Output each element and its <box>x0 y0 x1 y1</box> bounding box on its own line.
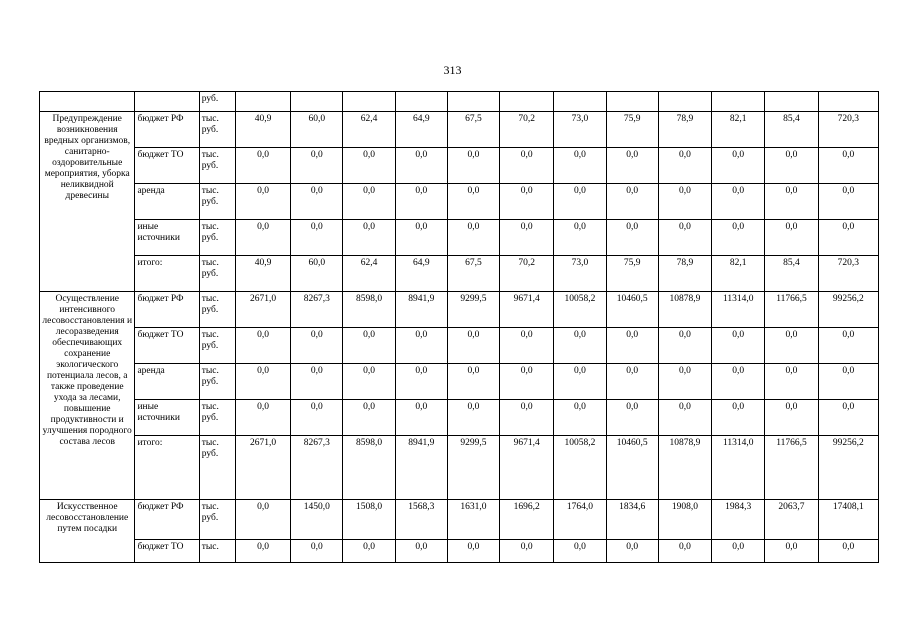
value-cell: 82,1 <box>712 256 765 292</box>
value-cell: 0,0 <box>343 220 395 256</box>
value-cell: 0,0 <box>658 220 711 256</box>
value-cell: 0,0 <box>500 364 554 400</box>
value-cell: 62,4 <box>343 256 395 292</box>
value-cell: 720,3 <box>818 256 878 292</box>
value-cell: 8267,3 <box>291 436 343 500</box>
value-cell: 0,0 <box>712 148 765 184</box>
value-cell: 85,4 <box>765 256 818 292</box>
value-cell: 0,0 <box>658 400 711 436</box>
value-cell: 0,0 <box>606 148 658 184</box>
value-cell: 11314,0 <box>712 292 765 328</box>
value-cell: 0,0 <box>291 540 343 563</box>
value-cell: 0,0 <box>235 364 290 400</box>
value-cell: 0,0 <box>765 184 818 220</box>
value-cell: 67,5 <box>447 256 499 292</box>
value-cell: 78,9 <box>658 112 711 148</box>
value-cell: 9671,4 <box>500 436 554 500</box>
table-row-continued <box>40 92 879 112</box>
value-cell: 8598,0 <box>343 436 395 500</box>
value-cell: 8941,9 <box>395 292 447 328</box>
table-row <box>40 148 879 184</box>
table-row <box>40 184 879 220</box>
value-cell: 0,0 <box>765 540 818 563</box>
value-cell: 0,0 <box>291 148 343 184</box>
funding-source-cell: бюджет ТО <box>135 540 199 563</box>
value-cell: 75,9 <box>606 256 658 292</box>
value-cell: 0,0 <box>500 220 554 256</box>
value-cell: 0,0 <box>554 364 606 400</box>
value-cell: 0,0 <box>554 400 606 436</box>
value-cell: 0,0 <box>291 364 343 400</box>
value-cell: 0,0 <box>343 184 395 220</box>
value-cell: 0,0 <box>554 540 606 563</box>
value-cell: 0,0 <box>658 184 711 220</box>
value-cell: 0,0 <box>658 540 711 563</box>
value-cell: 0,0 <box>658 328 711 364</box>
funding-source-cell: бюджет ТО <box>135 148 199 184</box>
activity-cell: Осуществление интенсивного лесовосстановления и лесоразведения обеспечивающих сохранение экологического потенциала лесов, а также проведение ухода за лесами, повышение продуктивности и улучшения породного состава лесов <box>40 292 135 500</box>
value-cell: 75,9 <box>606 112 658 148</box>
value-cell <box>395 92 447 112</box>
budget-table-body <box>40 92 879 563</box>
value-cell: 0,0 <box>343 328 395 364</box>
funding-source-cell: иные источники <box>135 220 199 256</box>
value-cell: 0,0 <box>765 148 818 184</box>
value-cell: 0,0 <box>235 400 290 436</box>
value-cell: 0,0 <box>765 328 818 364</box>
unit-cell: тыс. руб. <box>199 148 235 184</box>
value-cell: 0,0 <box>500 328 554 364</box>
value-cell: 0,0 <box>818 184 878 220</box>
value-cell: 0,0 <box>447 540 499 563</box>
value-cell: 67,5 <box>447 112 499 148</box>
value-cell <box>343 92 395 112</box>
value-cell: 11314,0 <box>712 436 765 500</box>
value-cell: 0,0 <box>554 220 606 256</box>
budget-table <box>39 91 879 563</box>
value-cell: 1908,0 <box>658 500 711 540</box>
value-cell: 99256,2 <box>818 292 878 328</box>
value-cell: 40,9 <box>235 256 290 292</box>
value-cell: 8598,0 <box>343 292 395 328</box>
value-cell: 2671,0 <box>235 292 290 328</box>
value-cell: 64,9 <box>395 112 447 148</box>
value-cell: 0,0 <box>818 364 878 400</box>
value-cell: 0,0 <box>606 400 658 436</box>
value-cell: 0,0 <box>765 220 818 256</box>
unit-cell: тыс. руб. <box>199 112 235 148</box>
value-cell <box>235 92 290 112</box>
value-cell <box>818 92 878 112</box>
value-cell: 0,0 <box>712 328 765 364</box>
value-cell: 0,0 <box>500 184 554 220</box>
value-cell: 0,0 <box>291 184 343 220</box>
table-row <box>40 500 879 540</box>
value-cell: 0,0 <box>712 400 765 436</box>
value-cell: 62,4 <box>343 112 395 148</box>
unit-cell: тыс. руб. <box>199 364 235 400</box>
value-cell: 10878,9 <box>658 436 711 500</box>
value-cell: 1834,6 <box>606 500 658 540</box>
value-cell: 0,0 <box>395 400 447 436</box>
value-cell: 0,0 <box>235 328 290 364</box>
value-cell: 0,0 <box>235 220 290 256</box>
value-cell: 720,3 <box>818 112 878 148</box>
value-cell: 10058,2 <box>554 292 606 328</box>
source-cell <box>135 92 199 112</box>
value-cell: 11766,5 <box>765 436 818 500</box>
value-cell: 1450,0 <box>291 500 343 540</box>
value-cell: 0,0 <box>447 184 499 220</box>
value-cell: 85,4 <box>765 112 818 148</box>
value-cell: 8941,9 <box>395 436 447 500</box>
value-cell: 0,0 <box>554 184 606 220</box>
value-cell: 0,0 <box>343 148 395 184</box>
value-cell <box>447 92 499 112</box>
value-cell: 1631,0 <box>447 500 499 540</box>
value-cell: 0,0 <box>395 184 447 220</box>
value-cell: 0,0 <box>343 400 395 436</box>
value-cell: 0,0 <box>712 540 765 563</box>
table-row <box>40 292 879 328</box>
value-cell: 73,0 <box>554 256 606 292</box>
value-cell: 0,0 <box>712 184 765 220</box>
unit-cell: тыс. <box>199 540 235 563</box>
value-cell: 0,0 <box>606 364 658 400</box>
activity-cell: Искусственное лесовосстановление путем посадки <box>40 500 135 563</box>
value-cell: 1508,0 <box>343 500 395 540</box>
value-cell: 0,0 <box>606 328 658 364</box>
table-row <box>40 364 879 400</box>
value-cell: 0,0 <box>765 364 818 400</box>
value-cell: 10460,5 <box>606 436 658 500</box>
table-row <box>40 112 879 148</box>
value-cell <box>606 92 658 112</box>
value-cell: 0,0 <box>554 148 606 184</box>
value-cell: 8267,3 <box>291 292 343 328</box>
value-cell: 0,0 <box>235 500 290 540</box>
funding-source-cell: итого: <box>135 256 199 292</box>
value-cell: 78,9 <box>658 256 711 292</box>
value-cell: 64,9 <box>395 256 447 292</box>
unit-cell: тыс. руб. <box>199 184 235 220</box>
value-cell: 9671,4 <box>500 292 554 328</box>
table-row <box>40 256 879 292</box>
value-cell <box>658 92 711 112</box>
value-cell: 0,0 <box>395 148 447 184</box>
funding-source-cell: аренда <box>135 364 199 400</box>
value-cell: 0,0 <box>447 328 499 364</box>
value-cell: 0,0 <box>606 540 658 563</box>
value-cell: 0,0 <box>818 220 878 256</box>
unit-cell: тыс. руб. <box>199 292 235 328</box>
funding-source-cell: бюджет ТО <box>135 328 199 364</box>
value-cell <box>712 92 765 112</box>
value-cell: 0,0 <box>447 400 499 436</box>
value-cell: 0,0 <box>395 540 447 563</box>
value-cell: 0,0 <box>818 328 878 364</box>
value-cell: 9299,5 <box>447 292 499 328</box>
value-cell: 82,1 <box>712 112 765 148</box>
value-cell: 10460,5 <box>606 292 658 328</box>
value-cell: 0,0 <box>235 148 290 184</box>
value-cell <box>765 92 818 112</box>
value-cell: 0,0 <box>500 148 554 184</box>
value-cell: 0,0 <box>712 364 765 400</box>
value-cell: 0,0 <box>395 364 447 400</box>
table-row <box>40 400 879 436</box>
value-cell: 10878,9 <box>658 292 711 328</box>
value-cell: 1984,3 <box>712 500 765 540</box>
value-cell: 17408,1 <box>818 500 878 540</box>
value-cell: 0,0 <box>235 184 290 220</box>
value-cell: 0,0 <box>818 148 878 184</box>
unit-cell: тыс. руб. <box>199 436 235 500</box>
funding-source-cell: бюджет РФ <box>135 500 199 540</box>
value-cell: 0,0 <box>554 328 606 364</box>
value-cell: 10058,2 <box>554 436 606 500</box>
value-cell: 2063,7 <box>765 500 818 540</box>
value-cell: 99256,2 <box>818 436 878 500</box>
funding-source-cell: бюджет РФ <box>135 112 199 148</box>
value-cell: 0,0 <box>395 328 447 364</box>
funding-source-cell: аренда <box>135 184 199 220</box>
value-cell: 0,0 <box>395 220 447 256</box>
table-row <box>40 328 879 364</box>
funding-source-cell: итого: <box>135 436 199 500</box>
unit-cell: тыс. руб. <box>199 500 235 540</box>
value-cell: 0,0 <box>343 540 395 563</box>
value-cell: 0,0 <box>818 400 878 436</box>
value-cell: 0,0 <box>291 328 343 364</box>
value-cell: 0,0 <box>765 400 818 436</box>
activity-cell: Предупреждение возникновения вредных организмов, санитарно-оздоровительные мероприятия, уборка неликвидной древесины <box>40 112 135 292</box>
value-cell: 73,0 <box>554 112 606 148</box>
value-cell: 0,0 <box>447 148 499 184</box>
table-row <box>40 220 879 256</box>
value-cell: 1568,3 <box>395 500 447 540</box>
value-cell: 40,9 <box>235 112 290 148</box>
unit-cell: тыс. руб. <box>199 220 235 256</box>
value-cell <box>500 92 554 112</box>
value-cell: 2671,0 <box>235 436 290 500</box>
value-cell: 0,0 <box>606 184 658 220</box>
unit-cell: тыс. руб. <box>199 256 235 292</box>
value-cell: 0,0 <box>343 364 395 400</box>
value-cell: 70,2 <box>500 112 554 148</box>
value-cell: 0,0 <box>712 220 765 256</box>
value-cell: 1696,2 <box>500 500 554 540</box>
value-cell: 60,0 <box>291 256 343 292</box>
funding-source-cell: бюджет РФ <box>135 292 199 328</box>
unit-cell: тыс. руб. <box>199 400 235 436</box>
funding-source-cell: иные источники <box>135 400 199 436</box>
value-cell: 11766,5 <box>765 292 818 328</box>
value-cell: 0,0 <box>291 220 343 256</box>
value-cell: 0,0 <box>818 540 878 563</box>
value-cell <box>291 92 343 112</box>
value-cell: 0,0 <box>235 540 290 563</box>
value-cell: 0,0 <box>606 220 658 256</box>
value-cell: 0,0 <box>500 540 554 563</box>
value-cell: 9299,5 <box>447 436 499 500</box>
value-cell: 0,0 <box>447 220 499 256</box>
value-cell <box>554 92 606 112</box>
page-number: 313 <box>443 63 462 77</box>
value-cell: 0,0 <box>447 364 499 400</box>
value-cell: 0,0 <box>291 400 343 436</box>
value-cell: 60,0 <box>291 112 343 148</box>
value-cell: 70,2 <box>500 256 554 292</box>
value-cell: 1764,0 <box>554 500 606 540</box>
value-cell: 0,0 <box>500 400 554 436</box>
unit-cell: тыс. руб. <box>199 328 235 364</box>
value-cell: 0,0 <box>658 148 711 184</box>
table-row <box>40 540 879 563</box>
unit-cell: руб. <box>199 92 235 112</box>
value-cell: 0,0 <box>658 364 711 400</box>
activity-cell <box>40 92 135 112</box>
table-row <box>40 436 879 500</box>
